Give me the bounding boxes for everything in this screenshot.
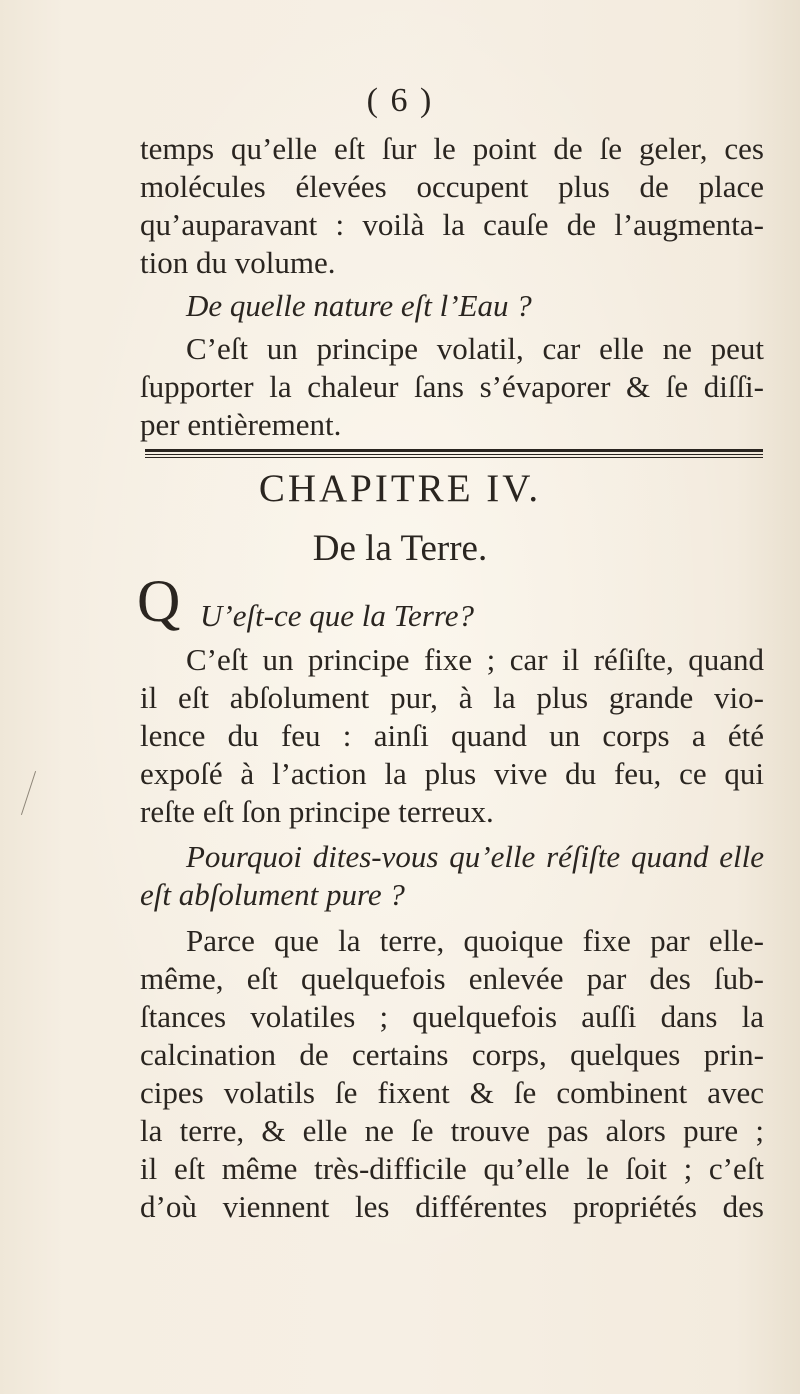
- chapter-subtitle: De la Terre.: [312, 528, 488, 569]
- text-line: d’où viennent les différentes propriétés des: [140, 1189, 764, 1224]
- text-line: même, eſt quelquefois enlevée par des ſub-: [140, 961, 764, 996]
- question-line: U’eſt-ce que la Terre?: [200, 598, 475, 633]
- page-number: ( 6 ): [366, 82, 434, 119]
- text-line: C’eſt un principe fixe ; car il réſiſte, quand: [186, 642, 764, 677]
- question-line: Pourquoi dites-vous qu’elle réſiſte quand elle: [186, 839, 764, 874]
- text-line: cipes volatils ſe fixent & ſe combinent avec: [140, 1075, 764, 1110]
- text-line: la terre, & elle ne ſe trouve pas alors pure ;: [140, 1113, 764, 1148]
- question-line: eſt abſolument pure ?: [140, 877, 405, 912]
- text-line: temps qu’elle eſt ſur le point de ſe geler, ces: [140, 131, 764, 166]
- text-line: reſte eſt ſon principe terreux.: [140, 794, 494, 829]
- text-line: molécules élevées occupent plus de place: [140, 169, 764, 204]
- drop-cap: Q: [137, 568, 181, 634]
- text-line: C’eſt un principe volatil, car elle ne peut: [186, 331, 764, 366]
- section-divider: [145, 449, 763, 461]
- text-line: il eſt même très-difficile qu’elle le ſoit ; c’eſt: [140, 1151, 764, 1186]
- margin-mark: [21, 771, 36, 815]
- text-line: Parce que la terre, quoique fixe par elle-: [186, 923, 764, 958]
- text-line: calcination de certains corps, quelques prin-: [140, 1037, 764, 1072]
- text-line: il eſt abſolument pur, à la plus grande vio-: [140, 680, 764, 715]
- text-line: ſupporter la chaleur ſans s’évaporer & ſe diſſi-: [140, 369, 764, 404]
- chapter-title: CHAPITRE IV.: [258, 467, 542, 510]
- question-line: De quelle nature eſt l’Eau ?: [186, 288, 532, 323]
- text-line: tion du volume.: [140, 245, 336, 280]
- text-line: ſtances volatiles ; quelquefois auſſi dans la: [140, 999, 764, 1034]
- text-line: per entièrement.: [140, 407, 342, 442]
- text-line: lence du feu : ainſi quand un corps a été: [140, 718, 764, 753]
- text-line: qu’auparavant : voilà la cauſe de l’augmenta-: [140, 207, 764, 242]
- text-line: expoſé à l’action la plus vive du feu, ce qui: [140, 756, 764, 791]
